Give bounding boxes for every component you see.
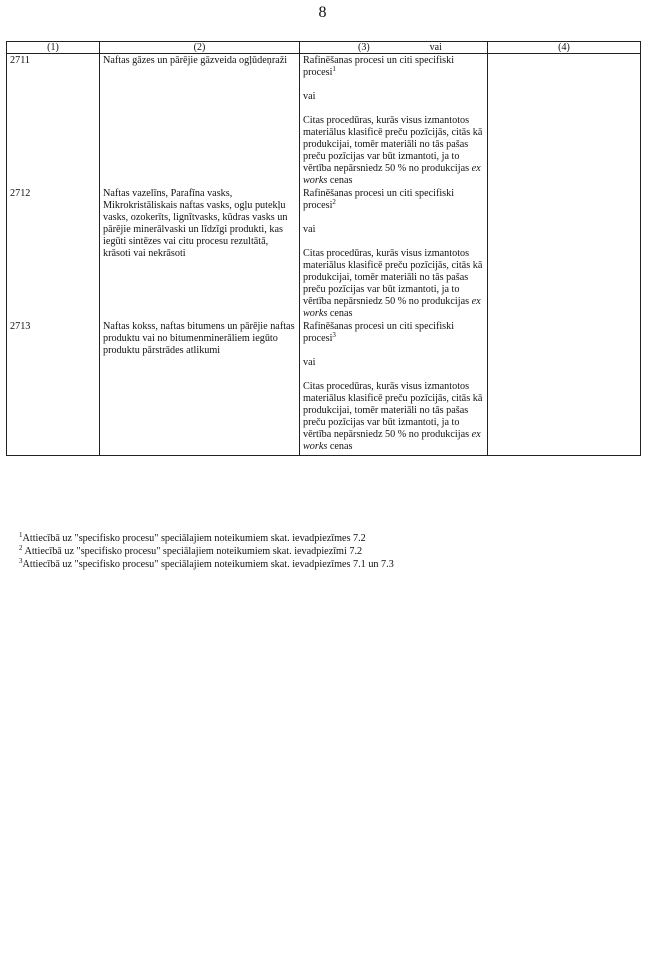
hs-code-cell: 2713 — [7, 320, 100, 456]
footnote-mark: 2 — [19, 544, 23, 552]
header-col-3-label: (3) — [358, 42, 370, 53]
hs-code-cell: 2712 — [7, 187, 100, 320]
rule-cell — [300, 187, 488, 320]
header-col-4: (4) — [488, 42, 641, 54]
footnote-ref: 2 — [332, 198, 336, 206]
header-col-1: (1) — [7, 42, 100, 54]
table-row — [7, 187, 641, 320]
footnote-text: Attiecībā uz "specifisko procesu" speciālajiem noteikumiem skat. ievadpiezīmi 7.2 — [22, 546, 363, 557]
rule-alt-text: Citas procedūras, kurās visus izmantotos materiālus klasificē preču pozīcijās, citās kā produkcijai, tomēr materiāli no tās pašas preču pozīcijas var būt izmantoti, ja to vērtība nepārsniedz 50 % no produkcijas — [303, 115, 483, 174]
rule-main-text: Rafinēšanas procesi un citi specifiski procesi — [303, 188, 455, 211]
rules-table — [6, 41, 641, 456]
rule-main-text: Rafinēšanas procesi un citi specifiski procesi — [303, 321, 455, 344]
table-row — [7, 320, 641, 456]
footnote-ref: 1 — [332, 65, 336, 73]
description-cell: Naftas kokss, naftas bitumens un pārējie naftas produktu vai no bitumenminerāliem iegūto produktu pārstrādes atlikumi — [100, 320, 300, 456]
rule-alt-italic: ex works — [303, 429, 481, 452]
table-header-row — [7, 42, 641, 54]
rule-alt-italic: ex works — [303, 296, 481, 319]
footnote — [19, 532, 619, 545]
col4-cell — [488, 320, 641, 456]
header-col-3 — [300, 42, 488, 54]
rule-alt-text: Citas procedūras, kurās visus izmantotos materiālus klasificē preču pozīcijās, citās kā produkcijai, tomēr materiāli no tās pašas preču pozīcijas var būt izmantoti, ja to vērtība nepārsniedz 50 % no produkcijas — [303, 248, 483, 307]
rule-alt-text: Citas procedūras, kurās visus izmantotos materiālus klasificē preču pozīcijās, citās kā produkcijai, tomēr materiāli no tās pašas preču pozīcijas var būt izmantoti, ja to vērtība nepārsniedz 50 % no produkcijas — [303, 381, 483, 440]
rule-alt-end: cenas — [329, 308, 353, 319]
hs-code-cell: 2711 — [7, 54, 100, 188]
footnote-text: Attiecībā uz "specifisko procesu" speciālajiem noteikumiem skat. ievadpiezīmes 7.1 un 7.3 — [22, 559, 394, 570]
rule-alt-end: cenas — [329, 441, 353, 452]
rule-cell — [300, 320, 488, 456]
footnote-mark: 3 — [19, 557, 23, 565]
or-text: vai — [303, 91, 316, 102]
description-cell: Naftas vazelīns, Parafīna vasks, Mikrokristāliskais naftas vasks, ogļu putekļu vasks, ozokerīts, lignītvasks, kūdras vasks un pārējie minerālvaski un līdzīgi produkti, kas iegūti sintēzes vai citu procesu rezultātā, krāsoti vai nekrāsoti — [100, 187, 300, 320]
footnote-mark: 1 — [19, 531, 23, 539]
or-text: vai — [303, 357, 316, 368]
footnote-ref: 3 — [332, 331, 336, 339]
footnote — [19, 545, 619, 558]
description-cell: Naftas gāzes un pārējie gāzveida ogļūdeņraži — [100, 54, 300, 188]
footnotes — [19, 532, 619, 571]
or-text: vai — [303, 224, 316, 235]
page-number: 8 — [318, 4, 327, 21]
footnote-text: Attiecībā uz "specifisko procesu" speciālajiem noteikumiem skat. ievadpiezīmes 7.2 — [22, 533, 366, 544]
col4-cell — [488, 54, 641, 188]
table-row — [7, 54, 641, 188]
footnote — [19, 558, 619, 571]
col4-cell — [488, 187, 641, 320]
header-col-2: (2) — [100, 42, 300, 54]
rule-alt-italic: ex works — [303, 163, 481, 186]
rule-alt-end: cenas — [329, 175, 353, 186]
rule-cell — [300, 54, 488, 188]
rule-main-text: Rafinēšanas procesi un citi specifiski procesi — [303, 55, 455, 78]
header-or-label: vai — [429, 42, 442, 53]
